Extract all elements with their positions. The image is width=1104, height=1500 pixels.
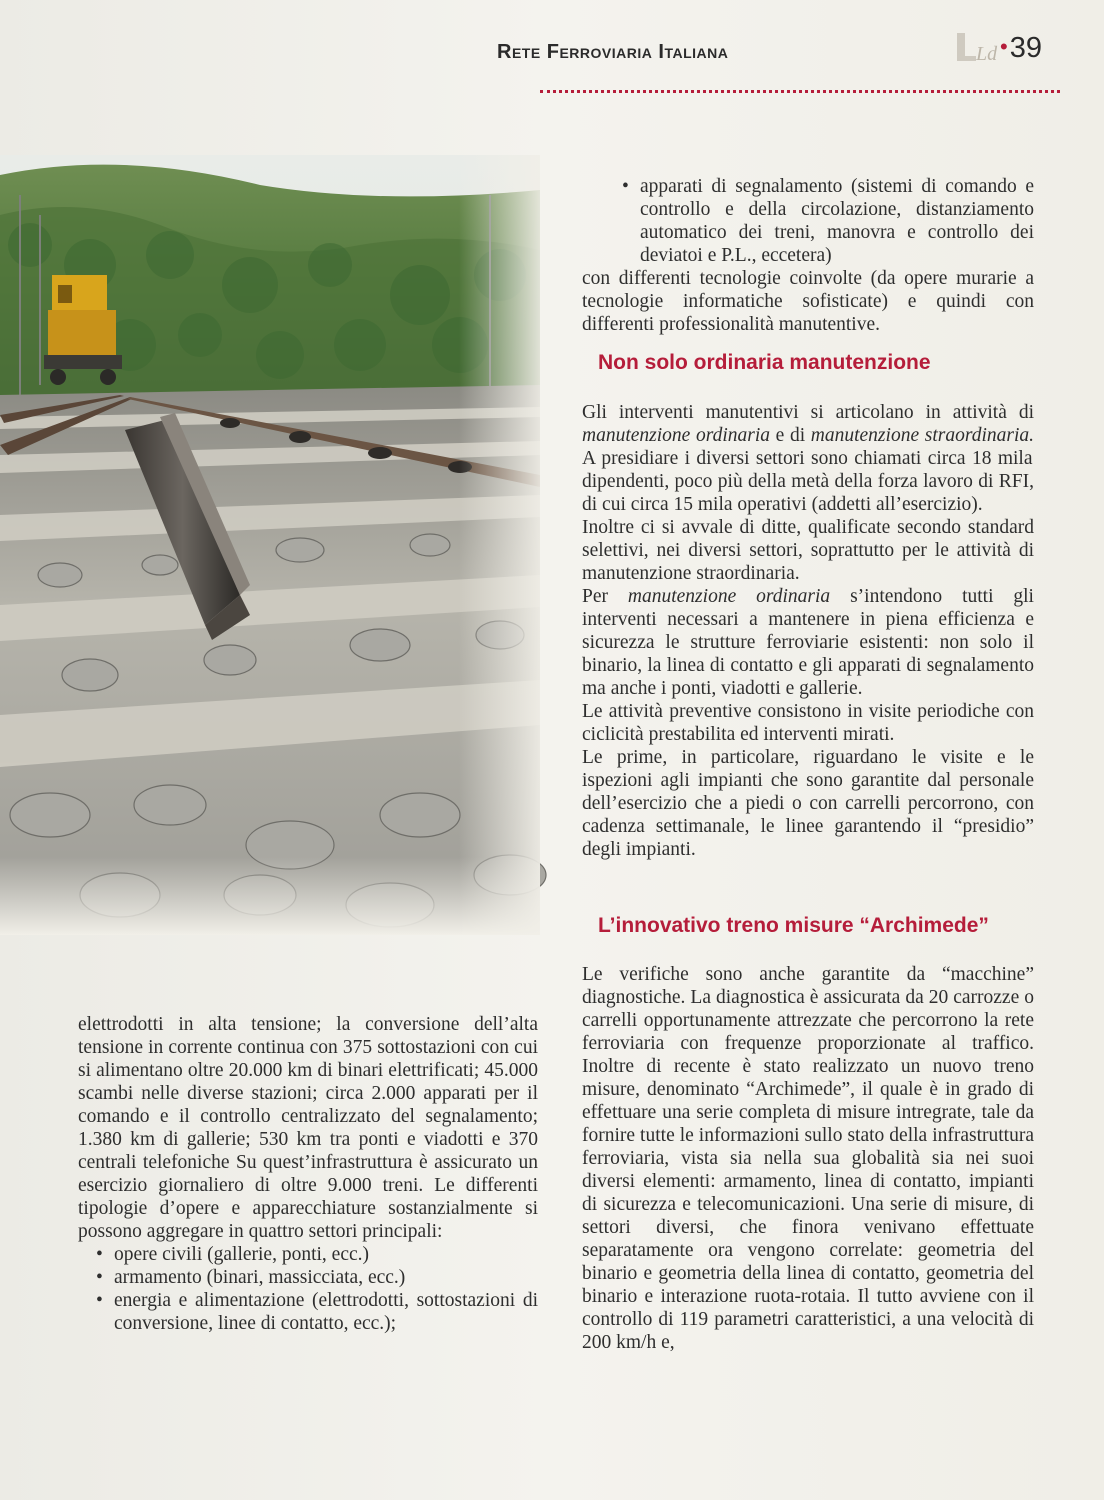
header-dotted-rule <box>540 90 1060 93</box>
signalling-bullet-list <box>620 175 1034 267</box>
bullet-signalling: • apparati di segnalamento (sistemi di comando e controllo e della circolazione, distanziamento automatico dei treni, manovra e controllo dei deviatoi e P.L., eccetera) <box>620 175 1034 267</box>
sectors-bullet-list <box>94 1243 538 1335</box>
railway-track-photo-image <box>0 155 540 935</box>
magazine-logo-icon <box>954 30 998 65</box>
paragraph-contractors: Inoltre ci si avvale di ditte, qualificate secondo standard selettivi, nei diversi settori, soprattutto per le attività di manutenzione straordinaria. <box>582 517 1034 584</box>
right-column-top <box>582 175 1034 336</box>
paragraph-preventive: Le attività preventive consistono in visite periodiche con ciclicità prestabilita ed interventi mirati. <box>582 701 1034 745</box>
railway-track-photo <box>0 155 540 935</box>
paragraph-infrastructure: elettrodotti in alta tensione; la conversione dell’alta tensione in corrente continua con 375 sottostazioni con cui si alimentano oltre 20.000 km di binari elettrificati; 45.000 scambi nelle diverse stazioni; circa 2.000 apparati per il comando e il controllo centralizzato del segnalamento; 1.380 km di gallerie; 530 km tra ponti e viadotti e 370 centrali telefoniche Su quest’infrastruttura è assicurato un esercizio giornaliero di oltre 9.000 treni. Le differenti tipologie d’opere e apparecchiature sostanzialmente si possono aggregare in quattro settori principali: <box>78 1014 538 1242</box>
page-number-value: 39 <box>1009 32 1042 64</box>
logo-text: Ld <box>976 43 998 65</box>
running-head: Rete Ferroviaria Italiana <box>497 41 729 63</box>
paragraph-archimede: Le verifiche sono anche garantite da “macchine” diagnostiche. La diagnostica è assicurata da 20 carrozze o carrelli opportunamente attrezzate che percorrono la rete ferroviaria con frequenze proporzionate al traffico. Inoltre di recente è stato realizzato un nuovo treno misure, denominato “Archimede”, il quale è in grado di effettuare una serie completa di misure intregrate, tale da fornire tutte le informazioni sullo stato della infrastruttura ferroviaria, vista sia nella sua globalità sia nei suoi diversi elementi: armamento, linea di contatto, impianti di sicurezza e telecomunicazioni. Una serie di misure, di settori diversi, che finora venivano effettuate separatamente ora vengono correlate: geometria del binario e geometria della linea di contatto, geometria del binario e interazione ruota-rotaia. Il tutto avviene con il controllo di 119 parametri caratteristici, a una velocità di 200 km/h e, <box>582 964 1034 1353</box>
page-number: •39 <box>1000 32 1042 64</box>
left-column <box>78 1013 538 1335</box>
heading-ordinary-maintenance: Non solo ordinaria manutenzione <box>598 351 931 374</box>
heading-archimede: L’innovativo treno misure “Archimede” <box>598 914 989 937</box>
paragraph-intro: con differenti tecnologie coinvolte (da opere murarie a tecnologie informatiche sofisticate) e quindi con differenti professionalità manutentive. <box>582 268 1034 335</box>
paragraph-ordinary-definition: Per manutenzione ordinaria s’intendono tutti gli interventi necessari a mantenere in piena efficienza e sicurezza le strutture ferroviarie esistenti: non solo il binario, la linea di contatto e gli apparati di segnalamento ma anche i ponti, viadotti e gallerie. <box>582 586 1034 699</box>
paragraph-maintenance-types: Gli interventi manutentivi si articolano in attività di manutenzione ordinaria e di manutenzione straordinaria. A presidiare i diversi settori sono chiamati circa 18 mila dipendenti, poco più della metà della forza lavoro di RFI, di cui circa 15 mila operativi (addetti all’esercizio). <box>582 402 1035 515</box>
bullet-track: • armamento (binari, massicciata, ecc.) <box>94 1266 538 1289</box>
bullet-civil-works: • opere civili (gallerie, ponti, ecc.) <box>94 1243 538 1266</box>
right-column-middle <box>582 401 1034 861</box>
paragraph-inspections: Le prime, in particolare, riguardano le visite e le ispezioni agli impianti che sono garantite dal personale dell’esercizio che a piedi o con carrelli percorrono, con cadenza settimanale, le linee garantendo il “presidio” degli impianti. <box>582 747 1034 860</box>
right-column-bottom <box>582 963 1034 1354</box>
bullet-energy: • energia e alimentazione (elettrodotti, sottostazioni di conversione, linee di contatto, ecc.); <box>94 1289 538 1335</box>
